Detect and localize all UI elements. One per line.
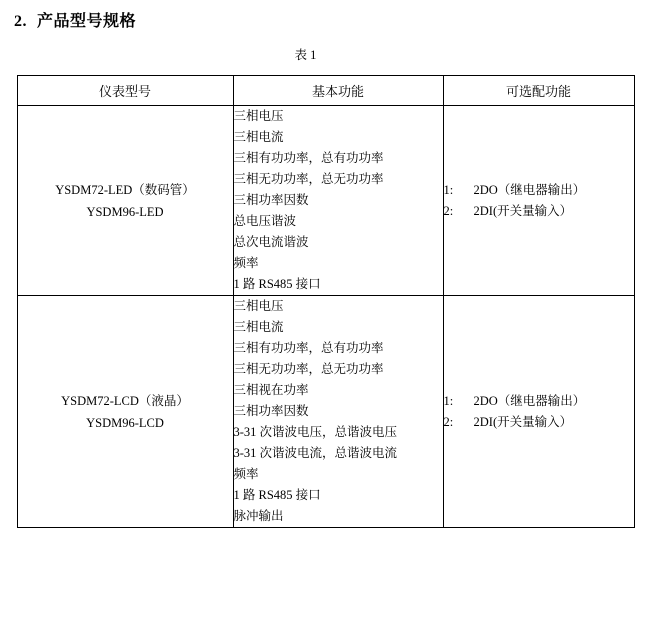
option-text: 2DI(开关量输入） [473,414,573,429]
feature-line: 三相功率因数 [233,193,309,207]
product-spec-table [17,75,635,528]
feature-line: 三相有功功率，总有功功率 [233,341,384,355]
option-index: 2: [443,203,454,218]
feature-line: 脉冲输出 [233,509,284,523]
model-name: YSDM96-LED [86,204,164,219]
model-name: YSDM96-LCD [86,415,164,430]
header-optional-function: 可选配功能 [443,76,634,106]
section-number: 2. [14,13,27,30]
option-line [444,180,634,201]
feature-line: 三相功率因数 [233,404,309,418]
option-index: 2: [443,414,454,429]
section-title-text: 产品型号规格 [37,13,137,30]
feature-line: 三相无功功率，总无功功率 [233,172,384,186]
model-cell [17,106,233,296]
feature-line: 三相有功功率，总有功功率 [233,151,384,165]
option-index: 1: [443,182,454,197]
option-line [444,412,634,433]
feature-line: 三相电压 [233,109,284,123]
feature-line: 频率 [233,256,259,270]
option-line [444,391,634,412]
table-header-row [17,76,634,106]
feature-line: 频率 [233,467,259,481]
feature-line: 总电压谐波 [233,214,297,228]
feature-line: 三相电压 [233,299,284,313]
model-cell [17,296,233,528]
option-text: 2DO（继电器输出） [473,182,586,197]
table-caption: 表 1 [294,48,317,62]
feature-line: 三相电流 [233,320,284,334]
section-heading [14,8,651,31]
feature-line: 3-31 次谐波电压，总谐波电压 [233,425,398,439]
model-name: YSDM72-LCD（液晶） [61,393,189,408]
model-name: YSDM72-LED（数码管） [55,182,195,197]
table-row [17,106,634,296]
feature-line: 1 路 RS485 接口 [233,488,321,502]
table-row [17,296,634,528]
feature-line: 1 路 RS485 接口 [233,277,321,291]
option-text: 2DO（继电器输出） [473,393,586,408]
feature-line: 总次电流谐波 [233,235,309,249]
optional-function-cell [443,296,634,528]
option-text: 2DI(开关量输入） [473,203,573,218]
optional-function-cell [443,106,634,296]
feature-line: 3-31 次谐波电流，总谐波电流 [233,446,398,460]
header-model: 仪表型号 [17,76,233,106]
feature-line: 三相电流 [233,130,284,144]
document-page [0,8,651,639]
feature-line: 三相视在功率 [233,383,309,397]
header-basic-function: 基本功能 [233,76,443,106]
option-index: 1: [443,393,454,408]
basic-function-cell [233,296,443,528]
feature-line: 三相无功功率，总无功功率 [233,362,384,376]
option-line [444,201,634,222]
basic-function-cell [233,106,443,296]
